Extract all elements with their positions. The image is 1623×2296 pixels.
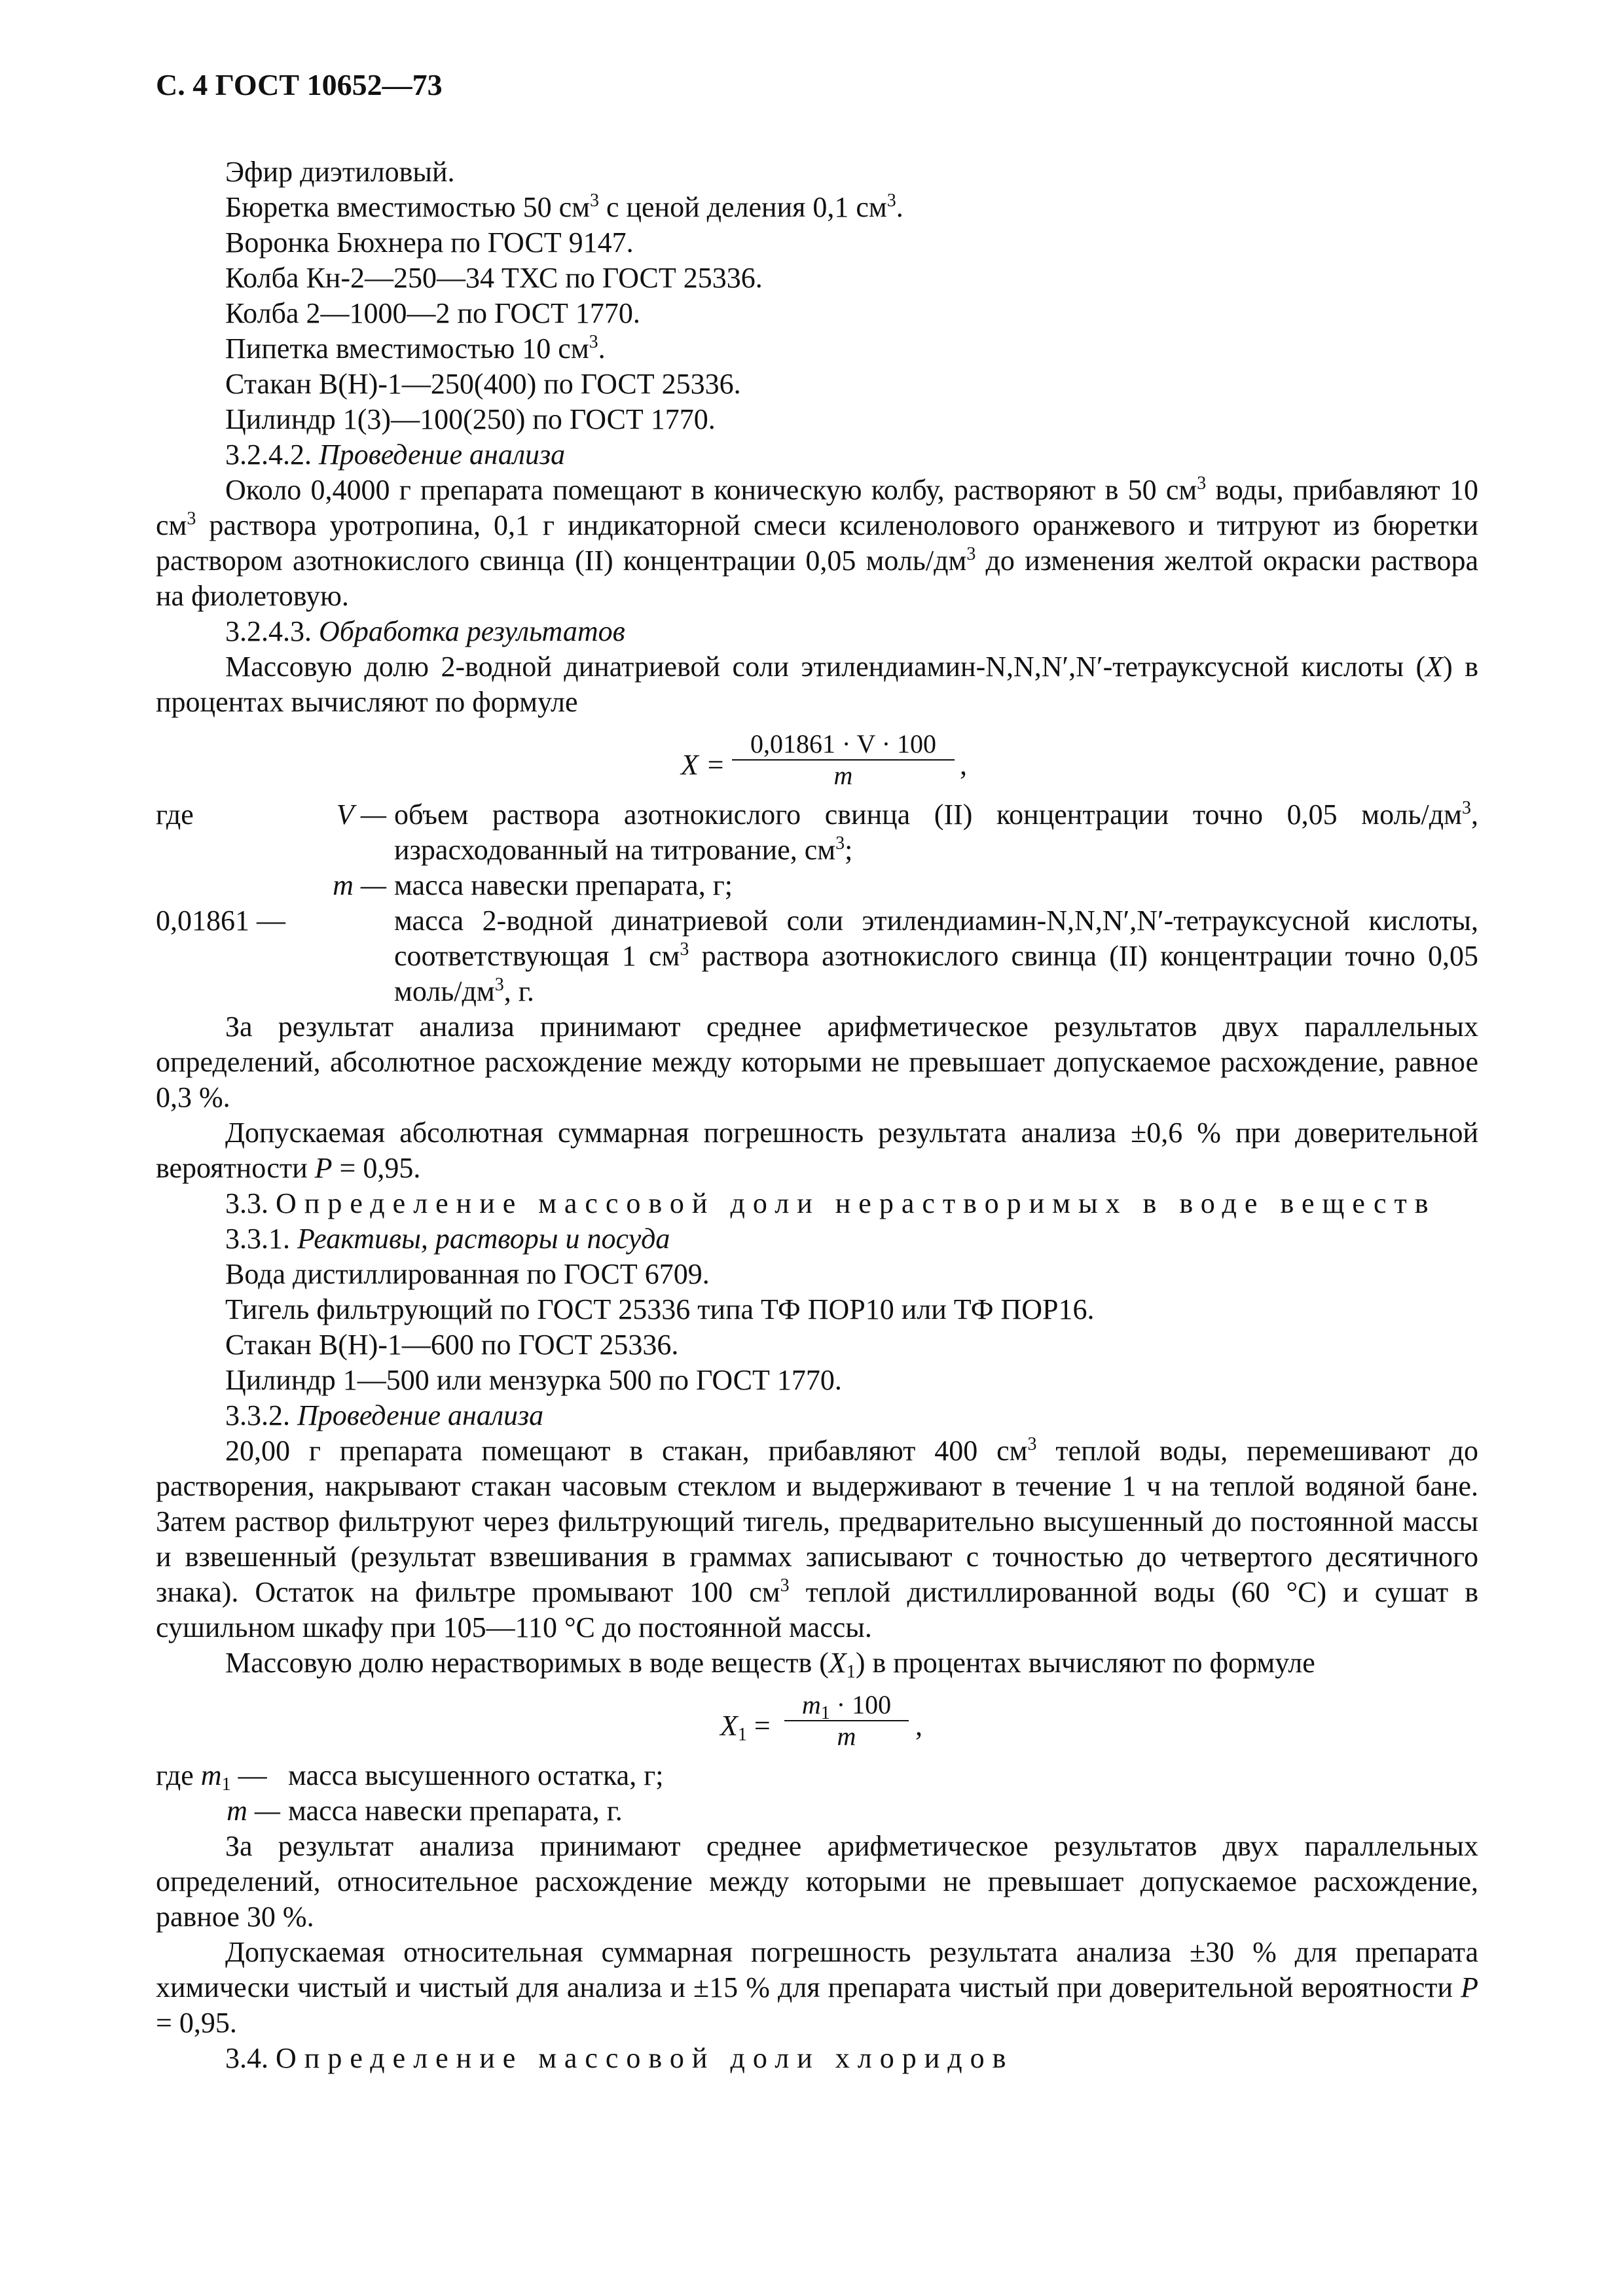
formula-x1: $X_1$ = $\frac{m_1 \cdot 100}{m}$ , [720,1690,922,1751]
paragraph: За результат анализа принимают среднее арифметическое результатов двух параллельных определений, абсолютное расхождение между которыми не превышает допускаемое расхождение, равное 0,3 %. [156,1011,1478,1113]
formula-denominator: m [837,1721,856,1751]
text-line: Пипетка вместимостью 10 $см^3$. [225,332,606,365]
formula-x: X = $\frac{0,01861 \cdot V \cdot 100}{m}$ , [681,729,967,790]
paragraph: 20,00 г препарата помещают в стакан, прибавляют 400 $см^3$ теплой воды, перемешивают до растворения, накрывают стакан часовым стеклом и выдерживают в течение 1 ч на теплой водяной бане. Затем раствор фильтруют через фильтрующий тигель, предварительно высушенный до постоянной массы и взвешенный (результат взвешивания в граммах записывают с точностью до четвертого десятичного знака). Остаток на фильтре промывают 100 $см^3$ теплой дистиллированной воды (60 °C) и сушат в сушильном шкафу при 105—110 °C до постоянной массы. [156,1434,1478,1643]
definition-row: где V — объем раствора азотнокислого свинца (II) концентрации точно 0,05 моль/$дм^3$, израсходованный на титрование, $см^3$; [156,798,1478,866]
text-line: Бюретка вместимостью 50 $см^3$ с ценой деления 0,1 $см^3$. [225,190,903,223]
definition-row: m — масса навески препарата, г. [227,1795,623,1827]
paragraph: За результат анализа принимают среднее арифметическое результатов двух параллельных определений, относительное расхождение между которыми не превышает допускаемое расхождение, равное 30 %. [156,1830,1478,1933]
text-line: Колба Кн-2—250—34 ТХС по ГОСТ 25336. [225,262,763,294]
text-line: Стакан В(Н)-1—600 по ГОСТ 25336. [225,1329,679,1361]
paragraph: Допускаемая абсолютная суммарная погрешность результата анализа ±0,6 % при доверительной вероятности P = 0,95. [156,1117,1478,1184]
formula-denominator: m [833,761,853,790]
text-line: Воронка Бюхнера по ГОСТ 9147. [225,226,634,259]
section-heading-3-2-4-2: 3.2.4.2. Проведение анализа [225,439,566,471]
paragraph: Допускаемая относительная суммарная погрешность результата анализа ±30 % для препарата химически чистый и чистый для анализа и ±15 % для препарата чистый при доверительной вероятности P = 0,95. [156,1936,1478,2039]
formula-numerator: 0,01861 · V · 100 [732,729,955,761]
text-line: Цилиндр 1(3)—100(250) по ГОСТ 1770. [225,403,716,435]
paragraph: Около 0,4000 г препарата помещают в коническую колбу, растворяют в 50 $см^3$ воды, прибавляют 10 $см^3$ раствора уротропина, 0,1 г индикаторной смеси ксиленолового оранжевого и титруют из бюретки раствором азотнокислого свинца (II) концентрации 0,05 моль/$дм^3$ до изменения желтой окраски раствора на фиолетовую. [156,473,1479,612]
text-line: Вода дистиллированная по ГОСТ 6709. [225,1258,710,1290]
section-heading-3-3-2: 3.3.2. Проведение анализа [225,1399,544,1431]
text-line: Колба 2—1000—2 по ГОСТ 1770. [225,297,640,329]
text-line: Эфир диэтиловый. [225,156,455,188]
paragraph: Массовую долю 2-водной динатриевой соли этилендиамин-N,N,N′,N′-тетрауксусной кислоты (X) в процентах вычисляют по формуле [156,651,1478,718]
page-header: С. 4 ГОСТ 10652—73 [156,68,443,101]
definition-row: 0,01861 — масса 2-водной динатриевой соли этилендиамин-N,N,N′,N′-тетрауксусной кислоты, соответствующая 1 $см^3$ раствора азотнокислого свинца (II) концентрации точно 0,05 моль/$дм^3$, г. [156,905,1478,1007]
formula-numerator: $m_1 \cdot 100$ [784,1690,909,1721]
section-heading-3-4: 3.4. Определение массовой доли хлоридов [225,2042,1014,2074]
text-line: Тигель фильтрующий по ГОСТ 25336 типа ТФ ПОР10 или ТФ ПОР16. [225,1293,1095,1325]
definition-row: где $m_1$ — масса высушенного остатка, г; [156,1759,664,1795]
text-line: Стакан В(Н)-1—250(400) по ГОСТ 25336. [225,368,741,400]
document-body [156,154,1478,2076]
definition-row: m — масса навески препарата, г; [333,869,733,901]
variable-definitions [156,1758,1478,1829]
section-heading-3-3-1: 3.3.1. Реактивы, растворы и посуда [225,1223,670,1255]
text-line: Цилиндр 1—500 или мензурка 500 по ГОСТ 1770. [225,1364,842,1396]
section-heading-3-3: 3.3. Определение массовой доли нерастворимых в воде веществ [225,1187,1436,1219]
variable-definitions [156,797,1478,1009]
paragraph: Массовую долю нерастворимых в воде веществ $(X_1)$ в процентах вычисляют по формуле [225,1647,1315,1682]
section-heading-3-2-4-3: 3.2.4.3. Обработка результатов [225,615,625,647]
